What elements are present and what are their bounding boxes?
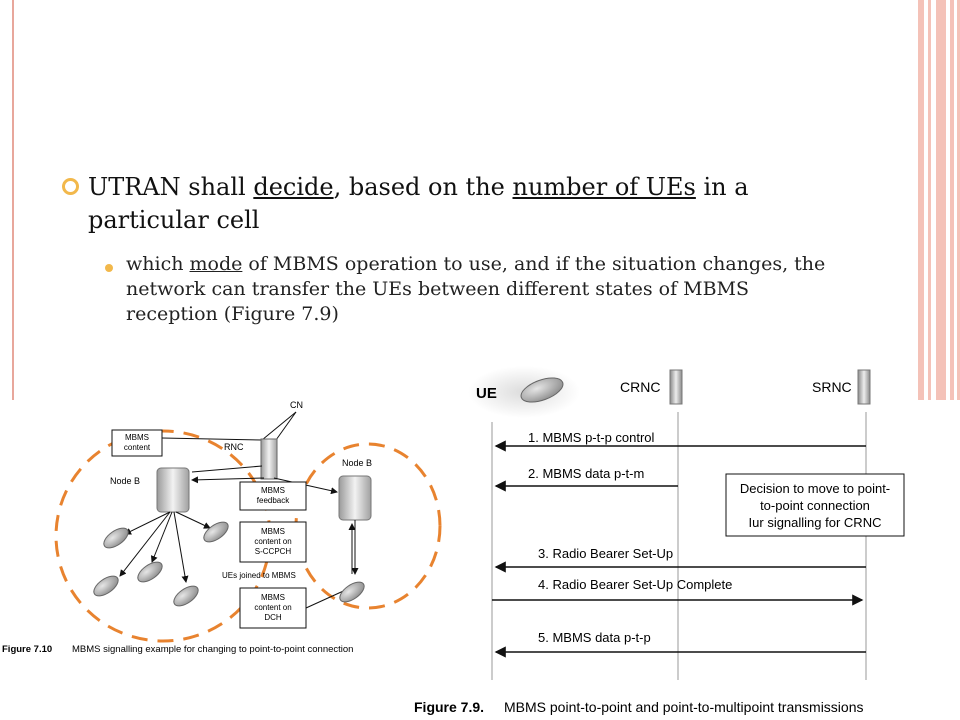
ue-header: UE xyxy=(476,385,497,402)
bullet-dot-icon xyxy=(105,264,113,272)
figure-7-10-caption-label: Figure 7.10 xyxy=(2,644,53,655)
figure-7-10-caption-text: MBMS signalling example for changing to point-to-point connection xyxy=(72,644,354,655)
svg-text:MBMS: MBMS xyxy=(261,486,285,495)
ue-phone-icons xyxy=(91,518,368,610)
svg-text:S-CCPCH: S-CCPCH xyxy=(254,547,292,556)
svg-text:content: content xyxy=(123,443,151,452)
message-1-label: 1. MBMS p-t-p control xyxy=(528,430,655,445)
figure-7-9-caption-text: MBMS point-to-point and point-to-multipoint transmissions xyxy=(504,699,864,715)
crnc-server-icon xyxy=(670,370,682,404)
bullet-ring-icon xyxy=(62,178,79,195)
message-5-label: 5. MBMS data p-t-p xyxy=(538,630,651,645)
svg-text:Decision to move to point-: Decision to move to point- xyxy=(739,481,891,496)
node-b-left-tower-icon xyxy=(157,468,189,512)
frame-left-line xyxy=(12,0,14,400)
underlined-number-of-ues: number of UEs xyxy=(512,173,696,201)
svg-text:Iur signalling for CRNC: Iur signalling for CRNC xyxy=(748,515,882,530)
cell-boundary-left xyxy=(56,431,270,641)
svg-text:MBMS: MBMS xyxy=(261,593,285,602)
frame-right-stripes xyxy=(918,0,960,400)
sub-bullet-text: which mode of MBMS operation to use, and if the situation changes, the network can transfer the UEs between different states of MBMS reception (Figure 7.9) xyxy=(126,253,826,325)
rnc-label: RNC xyxy=(224,442,244,452)
svg-text:MBMS: MBMS xyxy=(125,433,149,442)
underlined-mode: mode xyxy=(189,253,243,275)
svg-text:MBMS: MBMS xyxy=(261,527,285,536)
cell-boundary-right xyxy=(296,444,440,608)
svg-text:content on: content on xyxy=(254,603,292,612)
crnc-header: CRNC xyxy=(620,379,661,395)
main-bullet-text: UTRAN shall decide, based on the number of UEs in a particular cell xyxy=(88,173,749,234)
srnc-server-icon xyxy=(858,370,870,404)
svg-text:to-point connection: to-point connection xyxy=(760,498,870,513)
svg-text:DCH: DCH xyxy=(264,613,282,622)
node-b-right-tower-icon xyxy=(339,476,371,520)
message-2-label: 2. MBMS data p-t-m xyxy=(528,466,645,481)
node-b-left-label: Node B xyxy=(110,476,141,486)
underlined-decide: decide xyxy=(253,173,334,201)
node-b-right-label: Node B xyxy=(342,458,373,468)
svg-text:feedback: feedback xyxy=(256,496,290,505)
figure-7-9-caption-label: Figure 7.9. xyxy=(414,699,485,715)
svg-text:content on: content on xyxy=(254,537,292,546)
rnc-server-icon xyxy=(261,439,277,479)
message-4-label: 4. Radio Bearer Set-Up Complete xyxy=(538,577,733,592)
figure-7-9-sequence-diagram xyxy=(414,362,960,720)
cn-label: CN xyxy=(290,400,303,410)
srnc-header: SRNC xyxy=(812,379,852,395)
figure-7-10-network-diagram xyxy=(0,396,470,662)
message-3-label: 3. Radio Bearer Set-Up xyxy=(538,546,674,561)
ues-joined-label: UEs joined to MBMS xyxy=(222,571,296,580)
